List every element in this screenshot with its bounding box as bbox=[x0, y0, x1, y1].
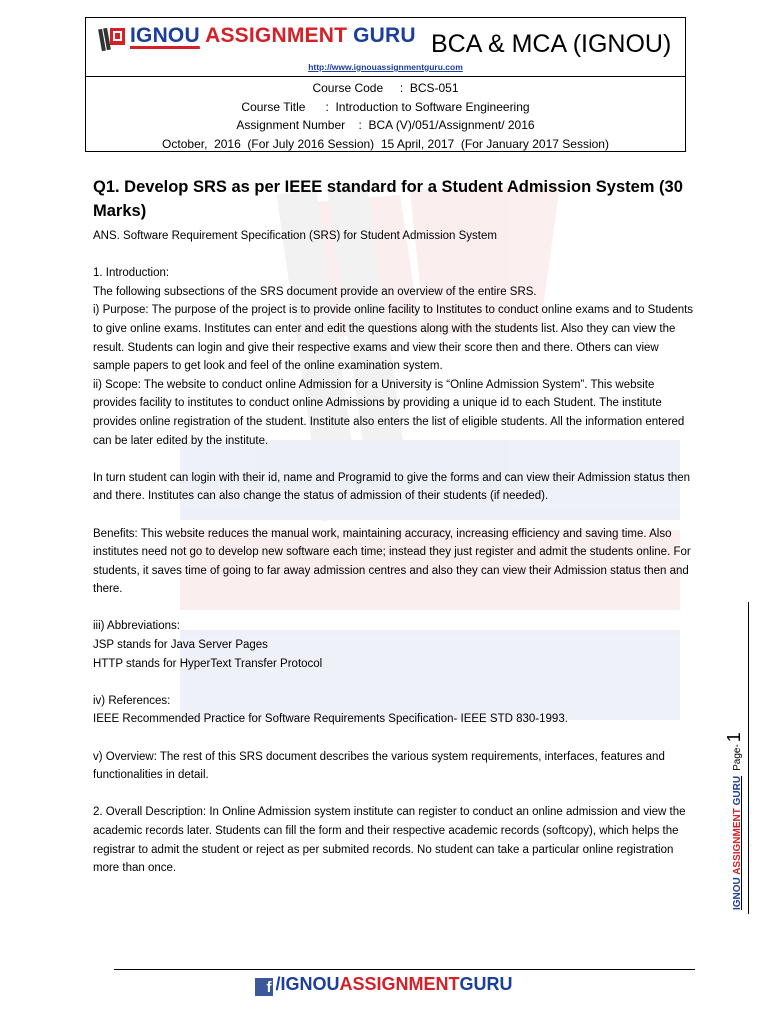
paragraph: 2. Overall Description: In Online Admission system institute can register to conduct an online admission and view the academic records later. Students can fill the form and their respective academic records (softcopy), which helps the registrar to admit the student or reject as per submited records. No student can take a particular online registration more than once. bbox=[93, 806, 686, 875]
session-dates-line: October, 2016 (For July 2016 Session) 15 April, 2017 (For January 2017 Session) bbox=[162, 136, 609, 151]
paragraph: HTTP stands for HyperText Transfer Protocol bbox=[93, 657, 323, 670]
paragraph: In turn student can login with their id, name and Programid to give the forms and can view their Admission status then and there. Institutes can also change the status of admission of their students (if needed). bbox=[93, 471, 691, 503]
header-title: BCA & MCA (IGNOU) bbox=[431, 30, 672, 58]
section-heading: 1. Introduction: bbox=[93, 267, 170, 280]
paragraph: The following subsections of the SRS document provide an overview of the entire SRS. bbox=[93, 285, 537, 298]
section-heading: iii) Abbreviations: bbox=[93, 620, 180, 633]
paragraph: Benefits: This website reduces the manual work, maintaining accuracy, increasing efficiency and saving time. Also institutes need not go to develop new software each time; instead they just register and admit the students online. For students, it saves time of going to far away admission centres and also they can view their Admission status then and there. bbox=[93, 527, 691, 596]
website-link[interactable]: http://www.ignouassignmentguru.com bbox=[308, 62, 463, 72]
paragraph: v) Overview: The rest of this SRS document describes the various system requirements, interfaces, features and functionalities in detail. bbox=[93, 750, 665, 782]
header-box bbox=[85, 17, 686, 152]
side-divider bbox=[748, 602, 749, 914]
page-number: 1 bbox=[724, 732, 744, 743]
paragraph: ii) Scope: The website to conduct online Admission for a University is “Online Admission System”. This website provides facility to institutes to conduct online Admissions by providing a unique id to each Student. The institute provides online registration of the student. Institute also enters the list of eligible students. All the information entered can be later edited by the institute. bbox=[93, 378, 685, 447]
assignment-number-line: Assignment Number : BCA (V)/051/Assignment/ 2016 bbox=[236, 118, 535, 132]
question-heading: Q1. Develop SRS as per IEEE standard for a Student Admission System (30 Marks) bbox=[93, 178, 683, 220]
side-page-label bbox=[724, 732, 745, 910]
side-brand: IGNOU ASSIGNMENT GURU bbox=[732, 775, 743, 910]
facebook-icon: f bbox=[255, 978, 273, 996]
ignou-logo-icon bbox=[98, 25, 128, 55]
brand-part-assignment: ASSIGNMENT bbox=[199, 24, 348, 47]
answer-body bbox=[93, 227, 698, 878]
footer-part-guru: GURU bbox=[459, 974, 513, 994]
course-title-line: Course Title : Introduction to Software Engineering bbox=[241, 99, 530, 114]
footer-divider bbox=[114, 969, 695, 970]
brand-part-ignou: IGNOU bbox=[130, 24, 200, 47]
brand-part-guru: GURU bbox=[347, 24, 416, 47]
footer-part-ignou: /IGNOU bbox=[275, 974, 340, 994]
brand-name bbox=[130, 24, 416, 48]
answer-intro: ANS. Software Requirement Specification (SRS) for Student Admission System bbox=[93, 230, 497, 242]
footer-social[interactable] bbox=[0, 974, 768, 996]
paragraph: JSP stands for Java Server Pages bbox=[93, 639, 268, 652]
paragraph: i) Purpose: The purpose of the project is to provide online facility to Institutes to conduct online exams and to Students to give online exams. Institutes can enter and edit the questions along with the students list. Also they can view the result. Students can login and give their respective exams and view their score then and there. Others can view sample papers to get look and feel of the online examination system. bbox=[93, 304, 694, 373]
paragraph: IEEE Recommended Practice for Software Requirements Specification- IEEE STD 830-1993. bbox=[93, 713, 568, 726]
footer-part-assignment: ASSIGNMENT bbox=[339, 974, 460, 994]
course-code-line: Course Code : BCS-051 bbox=[312, 81, 459, 95]
page-word: Page- bbox=[732, 744, 743, 771]
header-top bbox=[86, 18, 685, 77]
course-info bbox=[86, 77, 685, 153]
section-heading: iv) References: bbox=[93, 694, 171, 707]
